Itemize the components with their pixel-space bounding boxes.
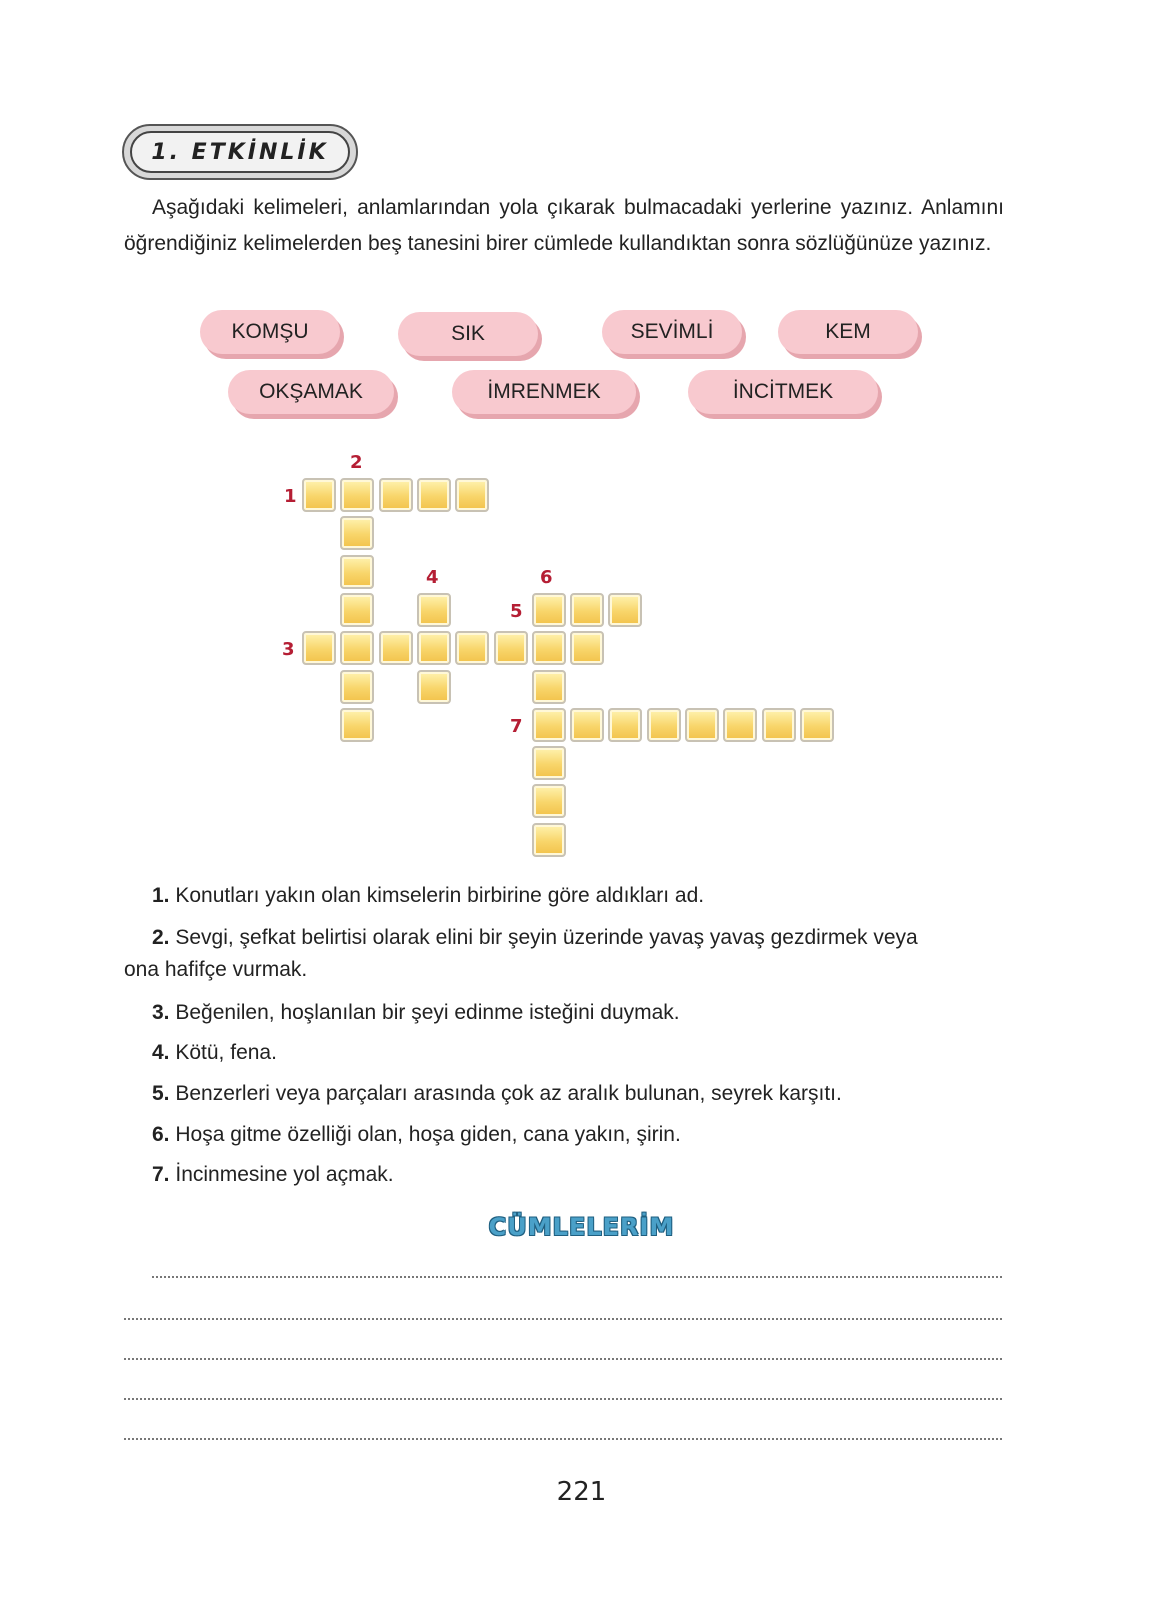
crossword-cell[interactable] bbox=[417, 631, 451, 665]
clue-item: 1. Konutları yakın olan kimselerin birbirine göre aldıkları ad. bbox=[152, 884, 705, 907]
crossword-cell[interactable] bbox=[455, 478, 489, 512]
crossword-cell[interactable] bbox=[647, 708, 681, 742]
crossword-cell[interactable] bbox=[417, 593, 451, 627]
crossword-cell[interactable] bbox=[570, 593, 604, 627]
crossword-cell[interactable] bbox=[340, 670, 374, 704]
crossword-cell[interactable] bbox=[340, 708, 374, 742]
writing-line[interactable] bbox=[124, 1398, 1002, 1400]
writing-line[interactable] bbox=[124, 1318, 1002, 1320]
word-chip: SEVİMLİ bbox=[602, 310, 742, 354]
crossword-cell[interactable] bbox=[532, 746, 566, 780]
crossword-cell[interactable] bbox=[379, 631, 413, 665]
crossword-cell[interactable] bbox=[302, 631, 336, 665]
crossword-cell[interactable] bbox=[340, 555, 374, 589]
crossword-cell[interactable] bbox=[455, 631, 489, 665]
activity-badge bbox=[122, 124, 358, 180]
writing-line[interactable] bbox=[124, 1438, 1002, 1440]
clue-item: 5. Benzerleri veya parçaları arasında çok az aralık bulunan, seyrek karşıtı. bbox=[152, 1082, 842, 1105]
crossword-cell[interactable] bbox=[570, 631, 604, 665]
crossword-number: 2 bbox=[350, 452, 363, 473]
word-chip: İNCİTMEK bbox=[688, 370, 878, 414]
word-chip: SIK bbox=[398, 312, 538, 356]
crossword-number: 1 bbox=[284, 486, 297, 507]
crossword-cell[interactable] bbox=[532, 631, 566, 665]
sentences-heading: CÜMLELERİM bbox=[488, 1213, 675, 1241]
clue-item: 2. Sevgi, şefkat belirtisi olarak elini bir şeyin üzerinde yavaş yavaş gezdirmek veya ona hafifçe vurmak. bbox=[124, 926, 918, 981]
crossword-cell[interactable] bbox=[379, 478, 413, 512]
word-chip: KOMŞU bbox=[200, 310, 340, 354]
word-chip: İMRENMEK bbox=[452, 370, 636, 414]
clue-item: 3. Beğenilen, hoşlanılan bir şeyi edinme isteğini duymak. bbox=[152, 1001, 680, 1024]
writing-line[interactable] bbox=[152, 1276, 1002, 1278]
activity-badge-inner bbox=[130, 131, 350, 173]
crossword-cell[interactable] bbox=[417, 670, 451, 704]
page-number: 221 bbox=[556, 1477, 607, 1507]
instructions bbox=[124, 190, 1004, 262]
crossword-number: 5 bbox=[510, 601, 523, 622]
crossword-cell[interactable] bbox=[800, 708, 834, 742]
crossword-cell[interactable] bbox=[608, 593, 642, 627]
crossword-cell[interactable] bbox=[494, 631, 528, 665]
crossword-cell[interactable] bbox=[762, 708, 796, 742]
crossword-cell[interactable] bbox=[608, 708, 642, 742]
clue-item: 6. Hoşa gitme özelliği olan, hoşa giden, cana yakın, şirin. bbox=[152, 1123, 681, 1146]
crossword-cell[interactable] bbox=[532, 593, 566, 627]
writing-line[interactable] bbox=[124, 1358, 1002, 1360]
crossword-cell[interactable] bbox=[532, 784, 566, 818]
crossword-cell[interactable] bbox=[532, 708, 566, 742]
crossword-cell[interactable] bbox=[532, 670, 566, 704]
crossword-cell[interactable] bbox=[340, 631, 374, 665]
crossword-number: 4 bbox=[426, 567, 439, 588]
crossword-cell[interactable] bbox=[340, 516, 374, 550]
word-chip: KEM bbox=[778, 310, 918, 354]
crossword-number: 3 bbox=[282, 639, 295, 660]
instructions-text: Aşağıdaki kelimeleri, anlamlarından yola çıkarak bulmacadaki yerlerine yazınız. Anlamını öğrendiğiniz kelimelerden beş tanesini birer cümlede kullandıktan sonra sözlüğünüze yazınız. bbox=[124, 196, 1004, 255]
clue-item: 7. İncinmesine yol açmak. bbox=[152, 1163, 394, 1186]
crossword-cell[interactable] bbox=[340, 593, 374, 627]
clue-item: 4. Kötü, fena. bbox=[152, 1041, 277, 1064]
crossword-cell[interactable] bbox=[532, 823, 566, 857]
crossword-cell[interactable] bbox=[417, 478, 451, 512]
crossword-cell[interactable] bbox=[685, 708, 719, 742]
crossword-cell[interactable] bbox=[570, 708, 604, 742]
activity-title: 1. ETKİNLİK bbox=[151, 139, 329, 165]
crossword-number: 6 bbox=[540, 567, 553, 588]
crossword-cell[interactable] bbox=[302, 478, 336, 512]
crossword-cell[interactable] bbox=[340, 478, 374, 512]
crossword-number: 7 bbox=[510, 716, 523, 737]
crossword-cell[interactable] bbox=[723, 708, 757, 742]
word-chip: OKŞAMAK bbox=[228, 370, 394, 414]
